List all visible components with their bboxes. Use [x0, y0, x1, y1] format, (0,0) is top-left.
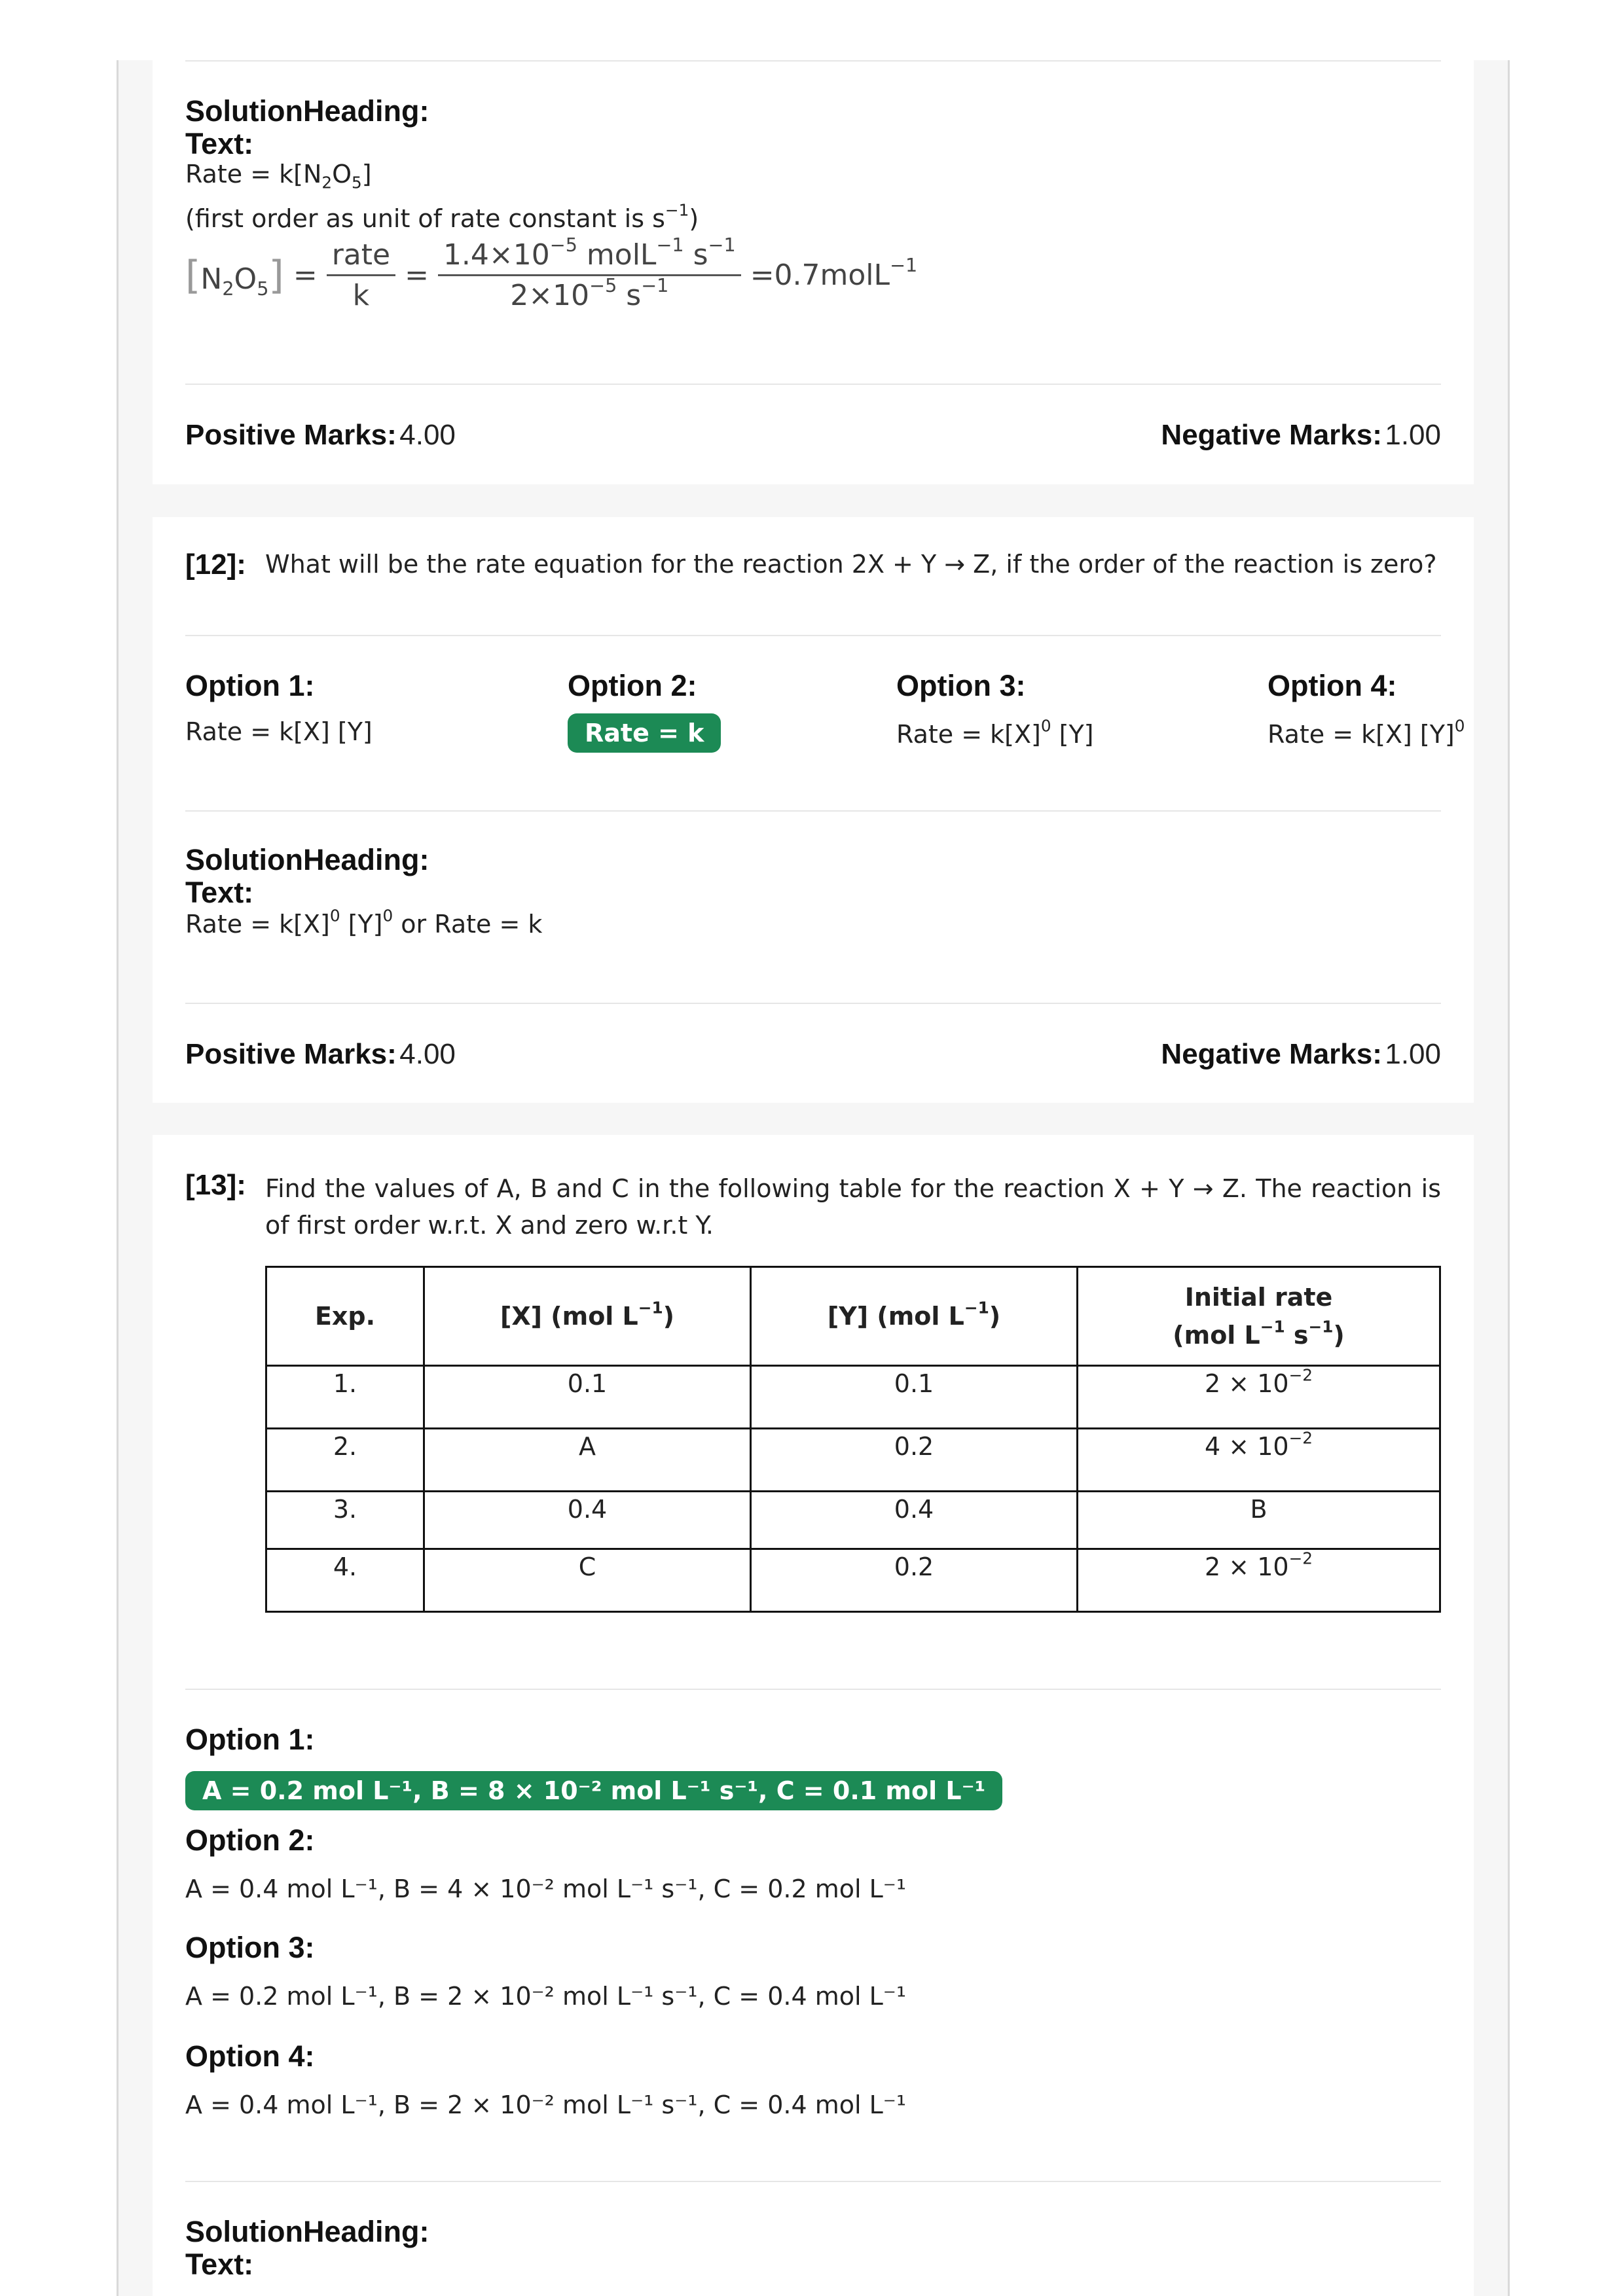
option-2-label: Option 2:: [185, 1823, 315, 1857]
concentration-equation: $[N_2O_5]$ = $\frac{\text{rate}}{k}$ = $\frac{1.4\times 10^{-5} molL^{-1} s^{-1}}{2\times 10^{-5} s^{-1}}$ =0.7molL$^{-1}$: [185, 233, 918, 312]
header-initial-rate: Initial rate (mol $L^{-1}$ $s^{-1}$): [1078, 1267, 1440, 1366]
question-number: [13]:: [185, 1169, 246, 1201]
table-header-row: [266, 1267, 1440, 1366]
table-row: [266, 1366, 1440, 1429]
solution-line-2: (first order as unit of rate constant is $s^{-1}$): [185, 200, 699, 233]
cell-exp: 2.: [266, 1429, 424, 1492]
option-2-correct-answer[interactable]: Rate = k: [568, 713, 721, 753]
divider: [185, 1689, 1441, 1690]
cell-exp: 1.: [266, 1366, 424, 1429]
option-4-label: Option 4:: [1267, 669, 1397, 702]
option-3-label: Option 3:: [185, 1931, 315, 1964]
solution-heading: SolutionHeading:: [185, 843, 429, 876]
eq-result: =0.7molL$^{-1}$: [750, 253, 918, 292]
divider: [185, 635, 1441, 636]
option-4-text[interactable]: A = 0.4 mol L⁻¹, B = 2 × 10⁻² mol L⁻¹ s⁻¹, C = 0.4 mol L⁻¹: [185, 2090, 907, 2119]
cell-rate: $2 \times 10^{-2}$: [1078, 1549, 1440, 1612]
solution-heading: SolutionHeading:: [185, 94, 429, 128]
rate-table: [265, 1266, 1441, 1613]
cell-exp: 4.: [266, 1549, 424, 1612]
eq-fraction-2: $\frac{1.4\times 10^{-5} molL^{-1} s^{-1}}{2\times 10^{-5} s^{-1}}$: [438, 238, 741, 312]
divider: [185, 60, 1441, 62]
cell-y: 0.4: [751, 1492, 1078, 1549]
divider: [185, 1003, 1441, 1004]
option-1-text[interactable]: Rate = k[X] [Y]: [185, 717, 373, 746]
option-1-label: Option 1:: [185, 1723, 315, 1756]
divider: [185, 384, 1441, 385]
header-x: [X] (mol $L^{-1}$): [424, 1267, 751, 1366]
cell-rate: B: [1078, 1492, 1440, 1549]
solution-line-1: Rate = $k[N_2O_5]$: [185, 160, 372, 192]
question-12-card: [153, 517, 1474, 1103]
solution-text: Rate = $k[X]^0$ $[Y]^0$ or Rate = k: [185, 906, 543, 939]
table-row: [266, 1549, 1440, 1612]
option-4-label: Option 4:: [185, 2039, 315, 2073]
eq-lhs: $[N_2O_5]$: [185, 252, 284, 300]
eq-fraction-1: $\frac{\text{rate}}{k}$: [327, 238, 395, 312]
option-3-label: Option 3:: [896, 669, 1026, 702]
question-text: Find the values of A, B and C in the following table for the reaction X + Y → Z. The reaction is of first order w.r.t. X and zero w.r.t Y.: [265, 1174, 1441, 1240]
table-row: [266, 1492, 1440, 1549]
table-row: [266, 1429, 1440, 1492]
header-exp: Exp.: [266, 1267, 424, 1366]
text-label: Text:: [185, 876, 254, 909]
question-13-card: [153, 1135, 1474, 2296]
option-2-text[interactable]: A = 0.4 mol L⁻¹, B = 4 × 10⁻² mol L⁻¹ s⁻¹, C = 0.2 mol L⁻¹: [185, 1874, 907, 1903]
cell-y: 0.1: [751, 1366, 1078, 1429]
cell-y: 0.2: [751, 1429, 1078, 1492]
negative-marks: Negative Marks: 1.00: [1161, 1038, 1441, 1070]
cell-rate: $2 \times 10^{-2}$: [1078, 1366, 1440, 1429]
text-label: Text:: [185, 127, 254, 160]
option-1-label: Option 1:: [185, 669, 315, 702]
cell-x: 0.1: [424, 1366, 751, 1429]
option-1-correct-answer[interactable]: A = 0.2 mol L⁻¹, B = 8 × 10⁻² mol L⁻¹ s⁻¹, C = 0.1 mol L⁻¹: [185, 1771, 1002, 1810]
solution-heading: SolutionHeading:: [185, 2215, 429, 2248]
option-3-text[interactable]: A = 0.2 mol L⁻¹, B = 2 × 10⁻² mol L⁻¹ s⁻¹, C = 0.4 mol L⁻¹: [185, 1982, 907, 2011]
question-11-card: [153, 60, 1474, 484]
header-y: [Y] (mol $L^{-1}$): [751, 1267, 1078, 1366]
cell-rate: $4 \times 10^{-2}$: [1078, 1429, 1440, 1492]
positive-marks: Positive Marks: 4.00: [185, 419, 456, 451]
question-number: [12]:: [185, 548, 246, 581]
cell-x: A: [424, 1429, 751, 1492]
option-4-text[interactable]: Rate = k[X] $[Y]^0$: [1267, 716, 1465, 749]
cell-x: 0.4: [424, 1492, 751, 1549]
text-label: Text:: [185, 2248, 254, 2281]
cell-x: C: [424, 1549, 751, 1612]
divider: [185, 2181, 1441, 2182]
cell-exp: 3.: [266, 1492, 424, 1549]
negative-marks: Negative Marks: 1.00: [1161, 419, 1441, 451]
question-text: What will be the rate equation for the reaction 2X + Y → Z, if the order of the reaction is zero?: [265, 550, 1437, 579]
cell-y: 0.2: [751, 1549, 1078, 1612]
positive-marks: Positive Marks: 4.00: [185, 1038, 456, 1070]
option-2-label: Option 2:: [568, 669, 697, 702]
divider: [185, 810, 1441, 812]
option-3-text[interactable]: Rate = $k[X]^0$ [Y]: [896, 716, 1094, 749]
